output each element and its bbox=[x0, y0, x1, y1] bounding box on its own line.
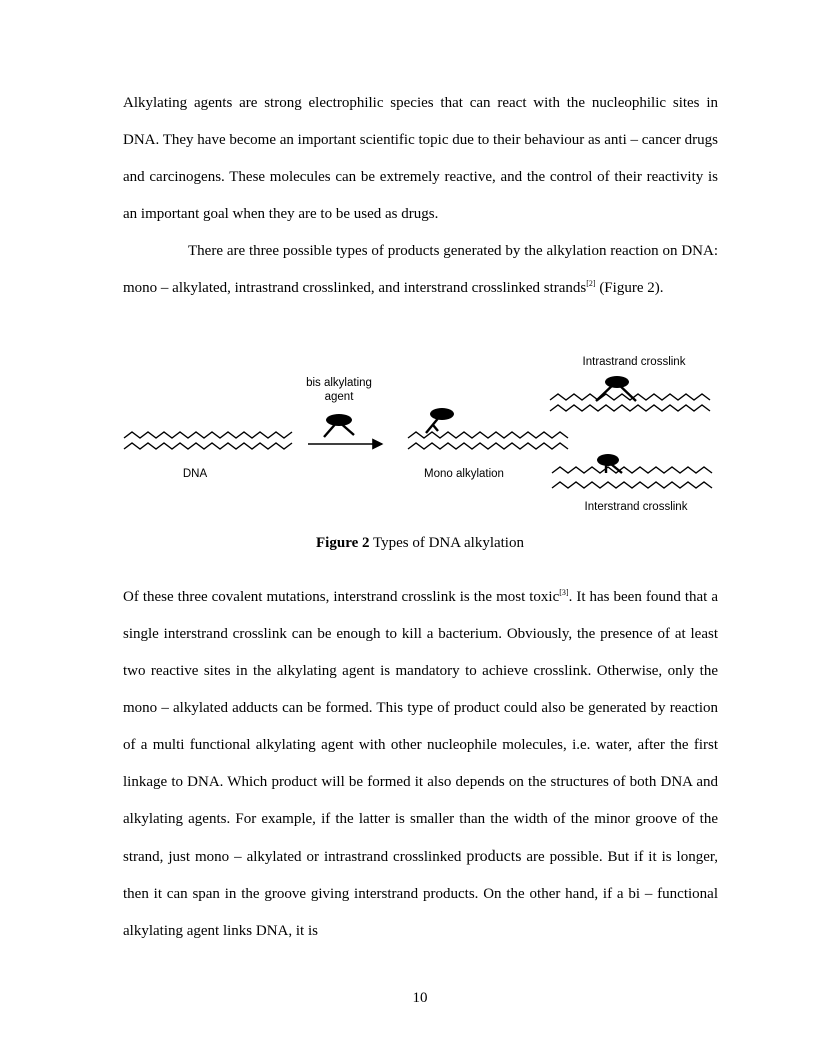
intrastrand-agent-body bbox=[605, 376, 629, 388]
citation-3: [3] bbox=[559, 588, 569, 597]
figure-dna-alkylation bbox=[120, 345, 720, 520]
interstrand-strand-bottom bbox=[552, 482, 712, 488]
label-mono: Mono alkylation bbox=[424, 468, 504, 480]
label-intrastrand: Intrastrand crosslink bbox=[582, 356, 686, 368]
label-agent-line1: bis alkylating bbox=[306, 377, 372, 389]
paragraph-3-emphasis: products bbox=[466, 848, 522, 865]
paragraph-3-text-a: Of these three covalent mutations, interstrand crosslink is the most toxic bbox=[123, 589, 560, 605]
interstrand-agent-body bbox=[597, 454, 619, 466]
interstrand-strand-top bbox=[552, 467, 712, 473]
caption-label: Figure 2 bbox=[316, 535, 370, 551]
paragraph-1-text: Alkylating agents are strong electrophilic species that can react with the nucleophilic sites in DNA. They have become an important scientific topic due to their behaviour as anti – cancer drugs and carcinogens. These molecules can be extremely reactive, and the control of their reactivity is an important goal when they are to be used as drugs. bbox=[123, 95, 718, 222]
label-agent-line2: agent bbox=[324, 391, 354, 403]
caption-text: Types of DNA alkylation bbox=[369, 535, 524, 551]
figure-caption bbox=[0, 533, 816, 553]
mono-strand-top bbox=[408, 432, 568, 438]
page-number: 10 bbox=[412, 990, 428, 1006]
paragraph-2-tail: (Figure 2). bbox=[595, 280, 664, 296]
paragraph-2-text: There are three possible types of products generated by the alkylation reaction on DNA: mono – alkylated, intrastrand crosslinked, and interstrand crosslinked strands bbox=[123, 243, 718, 296]
paragraph-3-text-b: . It has been found that a single interstrand crosslink can be enough to kill a bacterium. Obviously, the presence of at least two reactive sites in the alkylating agent is mandatory to achieve crosslink. Otherwise, only the mono – alkylated adducts can be formed. This type of product could also be generated by reaction of a multi functional alkylating agent with other nucleophile molecules, i.e. water, after the first linkage to DNA. Which product will be formed it also depends on the structures of both DNA and alkylating agents. For example, if the latter is smaller than the width of the minor groove of the strand, just mono – alkylated or intrastrand crosslinked bbox=[123, 589, 718, 865]
dna-strand-top bbox=[124, 432, 292, 438]
citation-2: [2] bbox=[586, 279, 596, 288]
mono-agent-body bbox=[430, 408, 454, 420]
mono-strand-bottom bbox=[408, 443, 568, 449]
label-interstrand: Interstrand crosslink bbox=[584, 501, 688, 513]
intrastrand-strand-bottom bbox=[550, 405, 710, 411]
agent-body bbox=[326, 414, 352, 426]
paragraph-3-text-c: are possible. But if it is longer, then it can span in the groove giving interstrand products. On the other hand, if a bi – functional alkylating agent links DNA, it is bbox=[123, 849, 718, 939]
dna-strand-bottom bbox=[124, 443, 292, 449]
label-dna: DNA bbox=[182, 468, 208, 480]
paragraph-2 bbox=[123, 233, 718, 307]
paragraph-3 bbox=[123, 579, 718, 950]
paragraph-1 bbox=[123, 85, 718, 233]
